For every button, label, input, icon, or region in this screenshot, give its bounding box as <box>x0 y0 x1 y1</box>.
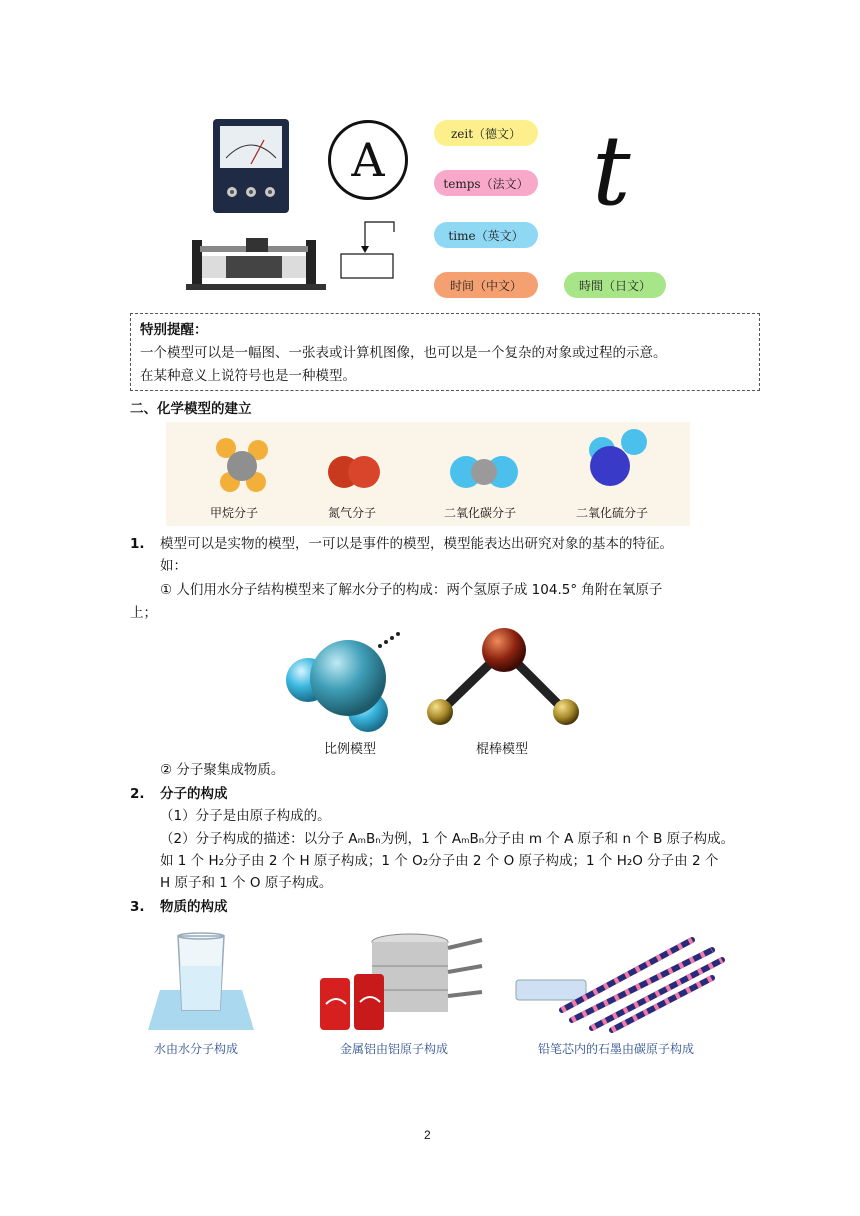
methane-molecule <box>208 434 278 496</box>
caption-nitrogen: 氮气分子 <box>328 506 377 520</box>
item-1-sub-2: ② 分子聚集成物质。 <box>160 762 285 778</box>
molecules-figure <box>166 422 690 526</box>
page-number: 2 <box>424 1128 431 1142</box>
pill-german: zeit（德文） <box>434 120 538 146</box>
item-1-sub-1: ① 人们用水分子结构模型来了解水分子的构成：两个氢原子成 104.5° 角附在氧原子 <box>160 582 663 598</box>
time-symbol: t <box>592 115 631 227</box>
caption-space-filling: 比例模型 <box>324 742 377 757</box>
item-3-heading: 物质的构成 <box>160 899 228 915</box>
symbols-figure <box>184 106 676 302</box>
pencils-image <box>512 930 730 1034</box>
caption-methane: 甲烷分子 <box>210 506 259 520</box>
ammeter-image <box>212 118 290 214</box>
caption-graphite: 铅笔芯内的石墨由碳原子构成 <box>538 1042 695 1056</box>
water-space-filling-model <box>272 626 402 732</box>
caption-ball-stick: 棍棒模型 <box>476 742 529 757</box>
note-line-1: 一个模型可以是一幅图、一张表或计算机图像，也可以是一个复杂的对象或过程的示意。 <box>140 345 667 361</box>
caption-so2: 二氧化硫分子 <box>576 506 649 520</box>
item-2-heading: 分子的构成 <box>160 786 228 802</box>
item-2-number: 2. <box>130 786 145 802</box>
pill-french: temps（法文） <box>434 170 538 196</box>
water-glass-image <box>146 930 256 1034</box>
item-1-text: 模型可以是实物的模型，一可以是事件的模型，模型能表达出研究对象的基本的特征。 <box>160 536 673 552</box>
caption-water: 水由水分子构成 <box>154 1042 239 1056</box>
rheostat-symbol <box>338 218 398 280</box>
nitrogen-molecule <box>326 452 386 492</box>
item-2-p1: （1）分子是由原子构成的。 <box>160 808 331 824</box>
caption-aluminum: 金属铝由铝原子构成 <box>340 1042 449 1056</box>
caption-co2: 二氧化碳分子 <box>444 506 517 520</box>
item-1-sub-1-cont: 上； <box>130 605 157 621</box>
item-3-number: 3. <box>130 899 145 915</box>
item-2-p2: （2）分子构成的描述：以分子 AₘBₙ为例，1 个 AₘBₙ分子由 m 个 A 原子和 n 个 B 原子构成。 <box>160 831 735 847</box>
section-heading: 二、化学模型的建立 <box>130 401 252 417</box>
co2-molecule <box>448 450 520 494</box>
note-title: 特别提醒： <box>140 322 208 338</box>
item-2-p3: 如 1 个 H₂分子由 2 个 H 原子构成；1 个 O₂分子由 2 个 O 原子构成；1 个 H₂O 分子由 2 个 <box>160 853 719 869</box>
item-1-number: 1. <box>130 536 145 552</box>
so2-molecule <box>580 426 650 492</box>
rheostat-image <box>186 234 326 292</box>
item-1-text-cont: 如： <box>160 558 187 574</box>
pill-chinese: 时间（中文） <box>434 272 538 298</box>
aluminum-pots-image <box>318 928 486 1034</box>
item-2-p4: H 原子和 1 个 O 原子构成。 <box>160 875 333 891</box>
pill-japanese: 時間（日文） <box>564 272 666 298</box>
note-line-2: 在某种意义上说符号也是一种模型。 <box>140 368 356 384</box>
pill-english: time（英文） <box>434 222 538 248</box>
ammeter-symbol: A <box>328 120 408 200</box>
water-ball-stick-model <box>420 626 590 734</box>
